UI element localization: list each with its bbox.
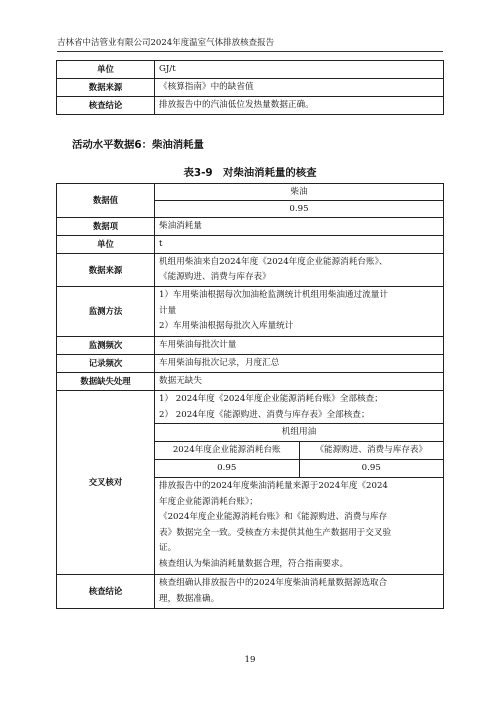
table-row <box>155 442 443 460</box>
comparison-title: 机组用油 <box>155 424 443 442</box>
table-row <box>57 254 444 287</box>
table-row <box>57 575 444 609</box>
row-label-cross-check: 交叉核对 <box>57 391 155 575</box>
page-number: 19 <box>244 655 256 665</box>
comparison-value-inventory: 0.95 <box>299 460 443 478</box>
row-value-conclusion: 排放报告中的汽油低位发热量数据正确。 <box>155 97 444 115</box>
table-row <box>155 460 443 478</box>
data-source-line: 机组用柴油来自2024年度《2024年度企业能源消耗台账》、 <box>159 256 388 267</box>
row-label-record-frequency: 记录频次 <box>57 355 155 373</box>
row-label-monitoring-method: 监测方法 <box>57 287 155 337</box>
comparison-header-inventory: 《能源购进、消费与库存表》 <box>299 442 443 460</box>
conclusion-line: 理，数据准确。 <box>159 593 220 604</box>
cross-check-text: 表》数据完全一致。受核查方未提供其他生产数据用于交叉验 <box>159 527 392 538</box>
cross-check-text: 证。 <box>159 543 177 553</box>
row-value-missing-data: 数据无缺失 <box>155 373 444 391</box>
row-label-data-value: 数据值 <box>57 184 155 218</box>
row-value-unit: GJ/t <box>155 61 444 79</box>
method-line: 2）车用柴油根据每批次入库量统计 <box>159 321 294 332</box>
comparison-header-ledger: 2024年度企业能源消耗台账 <box>155 442 299 460</box>
row-label-unit: 单位 <box>57 236 155 254</box>
table-row <box>57 218 444 236</box>
document-header: 吉林省中洁管业有限公司2024年度温室气体排放核查报告 <box>57 38 275 48</box>
table-row <box>57 61 444 79</box>
diesel-consumption-table <box>56 183 444 609</box>
table-row <box>57 287 444 337</box>
row-value-data-item: 柴油消耗量 <box>155 218 444 236</box>
table-row <box>57 236 444 254</box>
table-row <box>57 337 444 355</box>
row-value-source: 《核算指南》中的缺省值 <box>155 79 444 97</box>
method-line: 计量 <box>159 305 177 316</box>
comparison-value-ledger: 0.95 <box>155 460 299 478</box>
table-caption: 表3-9 对柴油消耗量的核查 <box>183 167 317 179</box>
fuel-name: 柴油 <box>155 184 444 201</box>
row-label-source: 数据来源 <box>57 79 155 97</box>
row-value-record-frequency: 车用柴油每批次记录，月度汇总 <box>155 355 444 373</box>
row-label-unit: 单位 <box>57 61 155 79</box>
cross-check-text: 核查组认为柴油消耗量数据合理，符合指南要求。 <box>159 558 349 569</box>
data-source-line: 《能源购进、消费与库存表》 <box>159 272 271 282</box>
table-row <box>57 97 444 115</box>
table-row <box>57 184 444 201</box>
emission-factor-table <box>56 60 444 115</box>
table-row <box>57 373 444 391</box>
table-row <box>155 424 443 442</box>
table-row <box>57 355 444 373</box>
table-row <box>57 391 444 575</box>
section-title: 活动水平数据6：柴油消耗量 <box>72 139 204 151</box>
row-label-monitoring-frequency: 监测频次 <box>57 337 155 355</box>
cross-check-line: 2） 2024年度《能源购进、消费与库存表》全部核查； <box>159 409 370 420</box>
method-line: 1）车用柴油根据每次加油枪监测统计机组用柴油通过流量计 <box>159 290 388 301</box>
row-label-data-source: 数据来源 <box>57 254 155 287</box>
cross-check-line: 1） 2024年度《2024年度企业能源消耗台账》全部核查； <box>159 394 383 404</box>
row-value-monitoring-frequency: 车用柴油每批次计量 <box>155 337 444 355</box>
cross-check-text: 年度企业能源消耗台账》； <box>159 496 258 507</box>
fuel-value: 0.95 <box>155 201 444 218</box>
row-label-conclusion: 核查结论 <box>57 97 155 115</box>
cross-check-comparison-table <box>155 423 443 478</box>
header-divider <box>57 51 443 52</box>
cross-check-text: 《2024年度企业能源消耗台账》和《能源购进、消费与库存 <box>159 512 388 522</box>
table-row <box>57 79 444 97</box>
cross-check-text: 排放报告中的2024年度柴油消耗量来源于2024年度《2024 <box>159 481 388 491</box>
row-value-unit: t <box>155 236 444 254</box>
row-label-data-item: 数据项 <box>57 218 155 236</box>
conclusion-line: 核查组确认排放报告中的2024年度柴油消耗量数据源选取合 <box>159 578 388 588</box>
row-label-missing-data: 数据缺失处理 <box>57 373 155 391</box>
row-label-conclusion: 核查结论 <box>57 575 155 609</box>
